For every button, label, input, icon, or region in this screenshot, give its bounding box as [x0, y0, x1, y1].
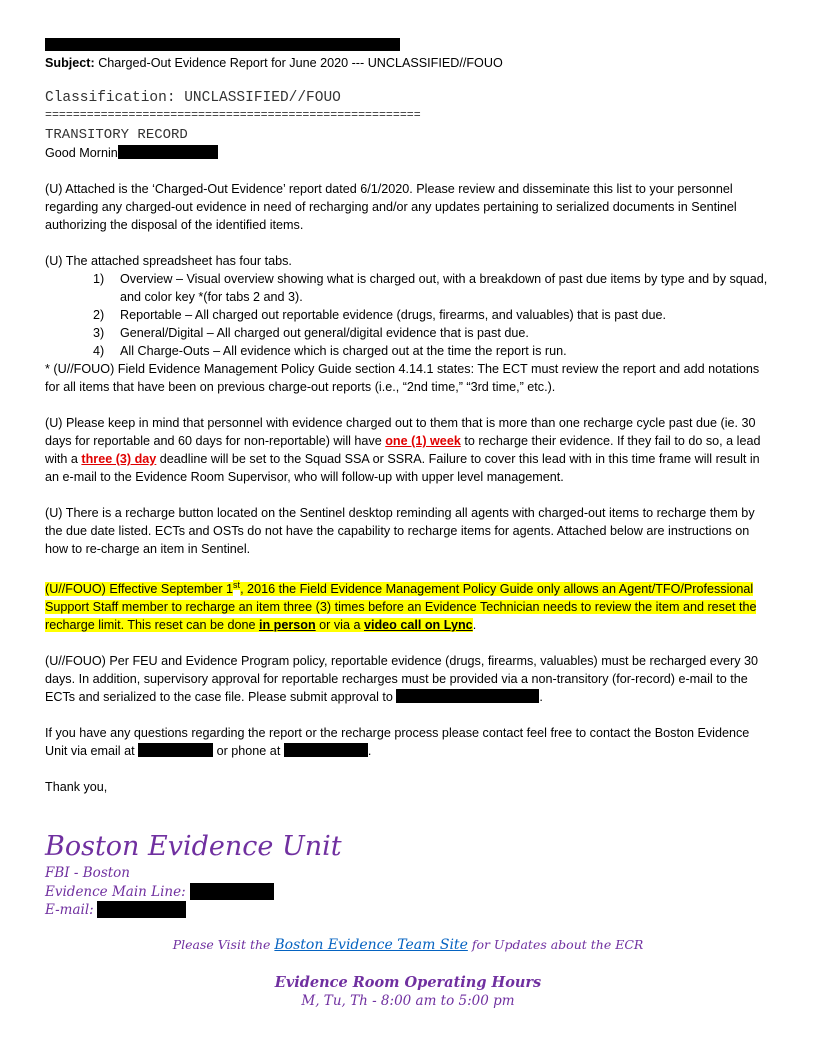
list-item: 2) Reportable – All charged out reportable evidence (drugs, firearms, and valuables) that is past due.	[93, 308, 667, 322]
signature-line-main: Evidence Main Line:	[45, 883, 274, 900]
list-item: 1) Overview – Visual overview showing what is charged out, with a breakdown of past due items by type and by squad, and color key *(for tabs 2 and 3).	[93, 272, 768, 304]
separator: ======================================================	[45, 109, 421, 122]
para-recharge-button: (U) There is a recharge button located on the Sentinel desktop reminding all agents with charged-out items to recharge them by the due date listed. ECTs and OSTs do not have the capability to recharge items for agents. Attached below are instructions on how to re-charge an item in Sentinel.	[45, 506, 755, 556]
policy-note: * (U//FOUO) Field Evidence Management Policy Guide section 4.14.1 states: The ECT must review the report and add notations for all items that have been on previous charge-out reports (i.e., “2nd time,” “3rd time,” etc.).	[45, 362, 760, 394]
para-highlighted-policy: (U//FOUO) Effective September 1st, 2016 the Field Evidence Management Policy Guide only allows an Agent/TFO/Professional Support Staff member to recharge an item three (3) times before an Evidence Technician needs to review the item and reset the recharge limit. This reset can be done in person or via a video call on Lync.	[45, 580, 757, 633]
para-contact: If you have any questions regarding the report or the recharge process please contact feel free to contact the Boston Evidence Unit via email at or phone at .	[45, 726, 750, 759]
greeting: Good Mornin	[45, 146, 118, 160]
hours-schedule: M, Tu, Th - 8:00 am to 5:00 pm	[301, 993, 515, 1009]
redaction-bar	[138, 743, 213, 757]
redaction-bar	[97, 901, 186, 918]
redaction-bar	[284, 743, 368, 757]
header-redaction	[45, 38, 400, 51]
redaction-bar	[190, 883, 274, 900]
thank-you: Thank you,	[45, 780, 108, 795]
redaction-bar	[396, 689, 539, 703]
tabs-list	[45, 270, 775, 360]
signature-name: Boston Evidence Unit	[45, 831, 342, 862]
para-supervisory-approval: (U//FOUO) Per FEU and Evidence Program policy, reportable evidence (drugs, firearms, valuables) must be recharged every 30 days. In addition, supervisory approval for reportable recharges must be provided via a non-transitory (for-record) e-mail to the ECTs and serialized to the case file. Please submit approval to .	[45, 654, 759, 705]
redaction-bar	[118, 145, 218, 159]
signature-line-email: E-mail:	[45, 901, 186, 918]
list-item: 3) General/Digital – All charged out general/digital evidence that is past due.	[93, 326, 529, 340]
transitory-record: TRANSITORY RECORD	[45, 127, 188, 143]
team-site-link[interactable]: Boston Evidence Team Site	[274, 937, 468, 953]
subject-text: Charged-Out Evidence Report for June 2020 --- UNCLASSIFIED//FOUO	[98, 56, 503, 70]
para-attached-report: (U) Attached is the ‘Charged-Out Evidence’ report dated 6/1/2020. Please review and disseminate this list to your personnel regarding any charged-out evidence in need of recharging and/or any updates pertaining to serialized documents in Sentinel authorizing the disposal of the identified items.	[45, 182, 737, 232]
list-item: 4) All Charge-Outs – All evidence which is charged out at the time the report is run.	[93, 344, 567, 358]
one-week-emphasis: one (1) week	[385, 434, 461, 448]
hours-title: Evidence Room Operating Hours	[274, 974, 542, 991]
signature-line-fbi: FBI - Boston	[45, 865, 130, 881]
team-site-line: Please Visit the Boston Evidence Team Site for Updates about the ECR	[172, 937, 644, 953]
in-person-emphasis: in person	[258, 618, 316, 633]
tabs-intro: (U) The attached spreadsheet has four tabs.	[45, 254, 292, 268]
body	[45, 180, 775, 796]
greeting-line	[45, 145, 218, 161]
video-call-emphasis: video call on Lync	[363, 618, 473, 633]
three-day-emphasis: three (3) day	[81, 452, 157, 466]
subject-line	[45, 55, 503, 71]
classification: Classification: UNCLASSIFIED//FOUO	[45, 90, 341, 106]
para-recharge-cycle: (U) Please keep in mind that personnel with evidence charged out to them that is more than one recharge cycle past due (ie. 30 days for reportable and 60 days for non-reportable) will have one (1) week to recharge their evidence. If they fail to do so, a lead with a three (3) day deadline will be set to the Squad SSA or SSRA. Failure to cover this lead with in this time frame will result in an e-mail to the Evidence Room Supervisor, who will follow-up with upper level management.	[45, 416, 761, 484]
subject-label: Subject:	[45, 56, 95, 70]
